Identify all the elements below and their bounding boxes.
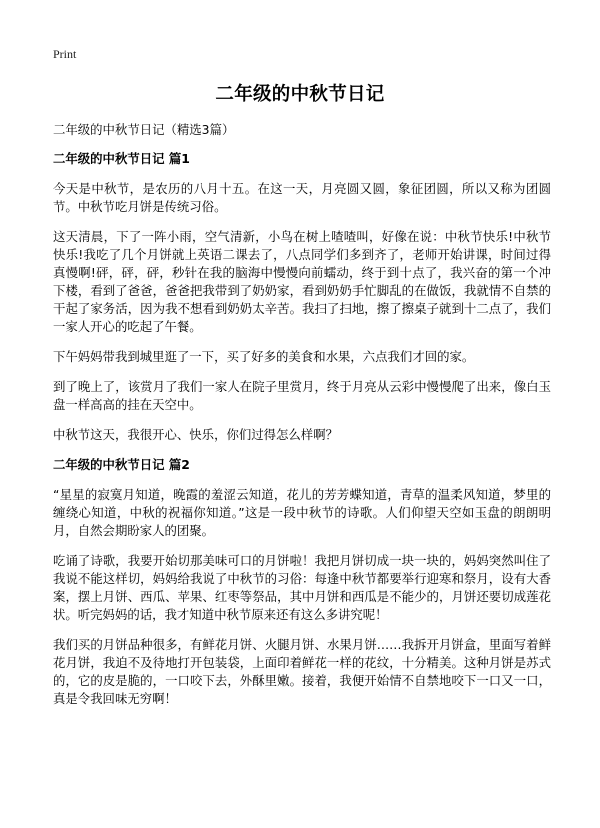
paragraph: 中秋节这天，我很开心、快乐，你们过得怎么样啊？ <box>53 427 338 442</box>
paragraph: 吃诵了诗歌，我要开始切那美味可口的月饼啦！我把月饼切成一块一块的，妈妈突然叫住了我说不能这样切，妈妈给我说了中秋节的习俗：每逢中秋节都要举行迎寒和祭月，设有大香案，摆上月饼、西瓜、苹果、红枣等祭品，其中月饼和西瓜是不能少的，月饼还要切成莲花状。听完妈妈的话，我才知道中秋节原来还有这么多讲究呢！ <box>53 553 551 622</box>
section-heading-1: 二年级的中秋节日记 篇1 <box>53 151 190 166</box>
print-label: Print <box>53 47 77 61</box>
paragraph: “星星的寂寞月知道，晚霞的羞涩云知道，花儿的芳芳蝶知道，青草的温柔风知道，梦里的缠绕心知道，中秋的祝福你知道。”这是一段中秋节的诗歌。人们仰望天空如玉盘的朗朗明月，自然会期盼家人的团聚。 <box>53 487 551 538</box>
paragraph: 下午妈妈带我到城里逛了一下，买了好多的美食和水果，六点我们才回的家。 <box>53 349 475 364</box>
document-subtitle: 二年级的中秋节日记（精选3篇） <box>53 122 235 137</box>
paragraph: 到了晚上了，该赏月了我们一家人在院子里赏月，终于月亮从云彩中慢慢爬了出来，像白玉盘一样高高的挂在天空中。 <box>53 379 551 412</box>
paragraph: 我们买的月饼品种很多，有鲜花月饼、火腿月饼、水果月饼……我拆开月饼盒，里面写着鲜花月饼，我迫不及待地打开包装袋，上面印着鲜花一样的花纹，十分精美。这种月饼是苏式的，它的皮是脆的，一口咬下去，外酥里嫩。接着，我便开始情不自禁地咬下一口又一口，真是令我回味无穷啊！ <box>53 637 551 706</box>
document-body <box>53 150 551 720</box>
page-title: 二年级的中秋节日记 <box>215 84 385 105</box>
section-heading-2: 二年级的中秋节日记 篇2 <box>53 457 190 472</box>
paragraph: 今天是中秋节，是农历的八月十五。在这一天，月亮圆又圆，象征团圆，所以又称为团圆节。中秋节吃月饼是传统习俗。 <box>53 181 551 214</box>
paragraph: 这天清晨，下了一阵小雨，空气清新，小鸟在树上喳喳叫，好像在说：中秋节快乐!中秋节快乐!我吃了几个月饼就上英语二课去了，八点同学们多到齐了，老师开始讲课，时间过得真慢啊!砰，砰，砰，秒针在我的脑海中慢慢向前蠕动，终于到十点了，我兴奋的第一个冲下楼，看到了爸爸，爸爸把我带到了奶奶家，看到奶奶手忙脚乱的在做饭，我就情不自禁的干起了家务活，因为我不想看到奶奶太辛苦。我扫了扫地，擦了擦桌子就到十二点了，我们一家人开心的吃起了午餐。 <box>53 229 551 334</box>
